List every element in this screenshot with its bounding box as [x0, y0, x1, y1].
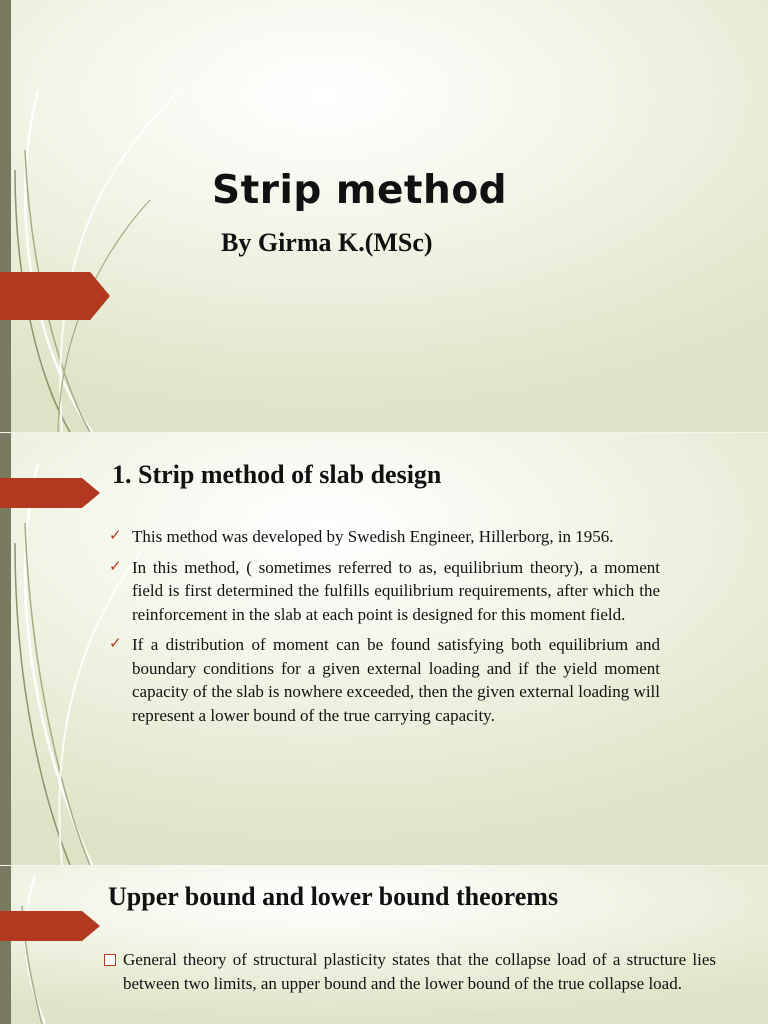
list-item — [109, 525, 660, 549]
checkmark-icon: ✓ — [109, 636, 122, 652]
list-item — [109, 556, 660, 627]
slide-subtitle: By Girma K.(MSc) — [221, 228, 433, 257]
slide-heading: 1. Strip method of slab design — [112, 460, 442, 489]
content-slide-strip-method — [0, 433, 768, 865]
checkmark-icon: ✓ — [109, 528, 122, 544]
bullet-text: This method was developed by Swedish Engineer, Hillerborg, in 1956. — [132, 527, 614, 546]
list-item — [109, 633, 660, 727]
checkmark-icon: ✓ — [109, 558, 122, 575]
bullet-text: In this method, ( sometimes referred to as, equilibrium theory), a moment field is first determined the fulfills equilibrium requirements, after which the reinforcement in the slab at each point is designed for this moment field. — [132, 557, 660, 624]
slide-left-bar — [0, 866, 11, 1024]
list-item — [104, 948, 716, 995]
accent-tag — [0, 911, 100, 941]
bullet-list — [109, 525, 660, 734]
title-slide — [0, 0, 768, 432]
bullet-text: General theory of structural plasticity states that the collapse load of a structure lies between two limits, an upper bound and the lower bound of the true collapse load. — [123, 950, 716, 993]
slide-heading: Upper bound and lower bound theorems — [108, 882, 559, 911]
decorative-curves — [0, 0, 768, 432]
slide-left-bar — [0, 0, 11, 432]
slide-title: Strip method — [212, 168, 508, 213]
bullet-list — [104, 948, 716, 1002]
accent-tag — [0, 272, 110, 320]
content-slide-bound-theorems — [0, 866, 768, 1024]
bullet-text: If a distribution of moment can be found satisfying both equilibrium and boundary conditions for a given external loading and if the yield moment capacity of the slab is nowhere exceeded, then the given external loading will represent a lower bound of the true carrying capacity. — [132, 635, 660, 725]
accent-tag — [0, 478, 100, 508]
square-bullet-icon — [104, 954, 116, 966]
